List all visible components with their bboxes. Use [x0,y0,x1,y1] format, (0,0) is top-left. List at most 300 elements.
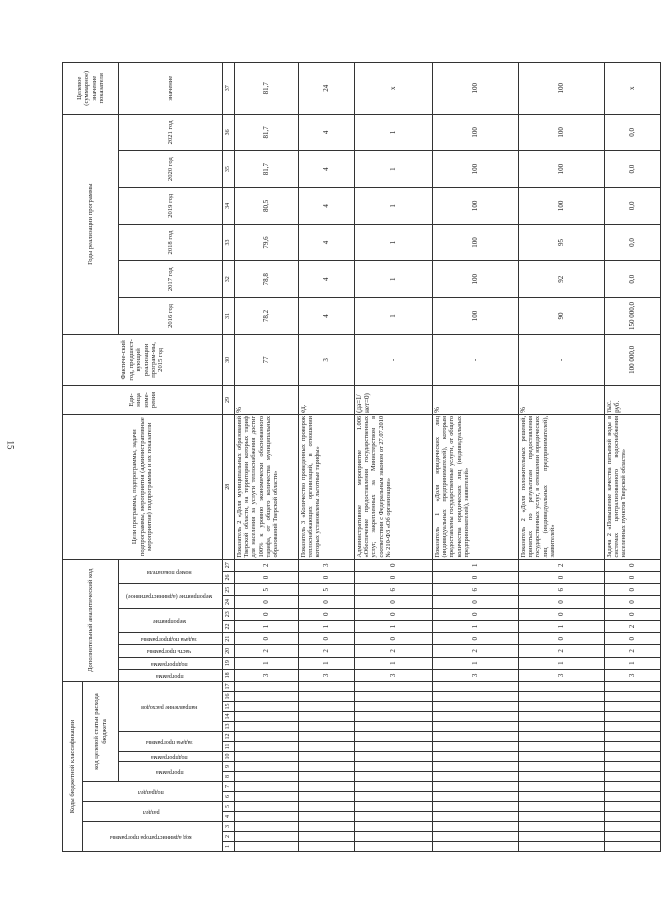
column-number: 21 [223,633,235,645]
header-analytic-code: Дополнительный аналитический код [63,559,119,681]
analytic-code-digit: 2 [299,645,355,657]
analytic-code-digit: 0 [355,559,433,571]
budget-code-cell [299,732,355,742]
column-number: 20 [223,645,235,657]
budget-code-cell [355,732,433,742]
row-fact-value: - [433,334,519,385]
header-year-2016: 2016 год [119,298,223,335]
budget-code-cell [519,732,605,742]
row-year-value: 1 [355,151,433,188]
analytic-code-digit: 2 [519,645,605,657]
column-number: 22 [223,620,235,632]
budget-code-cell [433,722,519,732]
analytic-code-digit: 3 [235,669,299,681]
budget-code-cell [355,842,433,852]
row-year-value: 0,0 [605,224,661,261]
header-section: раздел [83,802,223,822]
column-number: 9 [223,762,235,772]
analytic-code-digit: 2 [605,645,661,657]
budget-code-cell [299,772,355,782]
analytic-code-digit: 2 [235,559,299,571]
row-description: Административное мероприятие 1.006 «Обеспечение предоставления государственных услуг, закрепленных за Министерством в соответствии с Федеральным законом от 27.07.2010 № 210-ФЗ «Об организации» [355,414,433,559]
budget-code-cell [433,712,519,722]
budget-code-cell [235,702,299,712]
budget-code-cell [519,712,605,722]
analytic-code-digit: 3 [519,669,605,681]
row-fact-value: 3 [299,334,355,385]
budget-code-cell [605,722,661,732]
budget-code-cell [605,762,661,772]
column-number: 31 [223,298,235,335]
analytic-code-digit: 0 [299,596,355,608]
header-year-2020: 2020 год [119,151,223,188]
analytic-code-digit: 6 [355,584,433,596]
analytic-code-digit: 1 [299,657,355,669]
row-description: Задача 2 «Повышение качества питьевой воды в системах централизованного водоснабжения населенных пунктов Тверской области» [605,414,661,559]
program-table [62,62,661,852]
header-expense-direction: направление расходов [119,682,223,732]
analytic-code-digit: 0 [519,571,605,583]
table-row [605,63,661,852]
header-expense-code: код целевой статьи расхода бюджета [83,682,119,782]
row-year-value: 100 [433,261,519,298]
analytic-code-digit: 0 [605,633,661,645]
analytic-code-digit: 1 [299,620,355,632]
analytic-code-digit: 0 [355,608,433,620]
budget-code-cell [235,682,299,692]
row-year-value: 0,0 [605,187,661,224]
budget-code-cell [605,742,661,752]
row-year-value: 150 000,0 [605,298,661,335]
column-number: 15 [223,702,235,712]
analytic-code-digit: 1 [519,657,605,669]
budget-code-cell [519,832,605,842]
analytic-code-digit: 0 [355,596,433,608]
row-year-value: 4 [299,187,355,224]
analytic-code-digit: 1 [433,620,519,632]
row-year-value: 95 [519,224,605,261]
table-body [235,63,661,852]
analytic-code-digit: 1 [235,620,299,632]
analytic-code-digit: 2 [355,645,433,657]
row-unit: ед. [299,385,355,414]
row-year-value: 0,0 [605,261,661,298]
column-number: 24 [223,596,235,608]
row-year-value: 81,7 [235,151,299,188]
budget-code-cell [355,832,433,842]
row-year-value: 78,2 [235,298,299,335]
row-year-value: 81,7 [235,114,299,151]
column-number: 17 [223,682,235,692]
analytic-code-digit: 0 [605,584,661,596]
budget-code-cell [433,692,519,702]
budget-code-cell [235,822,299,832]
row-unit: % [235,385,299,414]
budget-code-cell [299,712,355,722]
budget-code-cell [605,682,661,692]
budget-code-cell [433,842,519,852]
analytic-code-digit: 0 [519,608,605,620]
analytic-code-digit: 0 [235,608,299,620]
analytic-code-digit: 2 [519,559,605,571]
row-year-value: 1 [355,298,433,335]
row-year-value: 4 [299,261,355,298]
header-budget-classification: Коды бюджетной классификации [63,682,83,852]
budget-code-cell [519,842,605,852]
budget-code-cell [433,742,519,752]
header-program: программа [119,762,223,782]
budget-code-cell [355,802,433,812]
analytic-code-digit: 0 [433,608,519,620]
analytic-code-digit: 1 [433,657,519,669]
analytic-code-digit: 0 [355,633,433,645]
budget-code-cell [299,682,355,692]
analytic-code-digit: 0 [235,571,299,583]
budget-code-cell [299,702,355,712]
analytic-code-digit: 0 [605,608,661,620]
budget-code-cell [235,712,299,722]
analytic-code-digit: 1 [355,657,433,669]
budget-code-cell [433,812,519,822]
rotated-table-container [62,62,636,852]
budget-code-cell [519,752,605,762]
analytic-code-digit: 2 [433,645,519,657]
budget-code-cell [433,792,519,802]
document-sheet [62,62,636,852]
budget-code-cell [433,752,519,762]
budget-code-cell [519,742,605,752]
row-year-value: 4 [299,114,355,151]
row-year-value: 100 [433,114,519,151]
column-number: 29 [223,385,235,414]
budget-code-cell [355,712,433,722]
budget-code-cell [355,742,433,752]
budget-code-cell [605,692,661,702]
header-year-2019: 2019 год [119,187,223,224]
budget-code-cell [299,722,355,732]
budget-code-cell [355,722,433,732]
column-number: 25 [223,584,235,596]
budget-code-cell [433,682,519,692]
analytic-code-digit: 0 [605,559,661,571]
budget-code-cell [519,682,605,692]
column-number: 8 [223,772,235,782]
budget-code-cell [519,692,605,702]
row-year-value: 0,0 [605,114,661,151]
budget-code-cell [235,692,299,702]
budget-code-cell [299,842,355,852]
row-year-value: 100 [519,151,605,188]
row-year-value: 1 [355,224,433,261]
row-unit: % [433,385,519,414]
header-subsection: подраздел [83,782,223,802]
analytic-code-digit: 0 [299,608,355,620]
budget-code-cell [299,742,355,752]
budget-code-cell [433,732,519,742]
budget-code-cell [299,792,355,802]
budget-code-cell [605,812,661,822]
column-number: 35 [223,151,235,188]
budget-code-cell [299,832,355,842]
header-years: Годы реализации программы [63,114,119,334]
row-description: Показатель 3 «Количество проведенных проверок теплоснабжающих организаций, в отношении которых установлены льготные тарифы» [299,414,355,559]
analytic-code-digit: 0 [605,571,661,583]
budget-code-cell [605,732,661,742]
header-ac-measure: мероприятие [119,608,223,632]
row-year-value: 0,0 [605,151,661,188]
row-year-value: 90 [519,298,605,335]
header-ac-program-part: часть программы [119,645,223,657]
analytic-code-digit: 6 [519,584,605,596]
budget-code-cell [519,702,605,712]
row-year-value: 100 [433,224,519,261]
header-year-2021: 2021 год [119,114,223,151]
header-ac-admin-measure: мероприятие (административное) [119,584,223,608]
table-row [355,63,433,852]
row-description: Показатель 1 «Доля юридических лиц (индивидуальных предпринимателей), которым предоставлены государственные услуги, от общего количества юридических лиц (индивидуальных предпринимателей), заявителей» [433,414,519,559]
budget-code-cell [235,762,299,772]
row-year-value: 100 [519,187,605,224]
budget-code-cell [355,812,433,822]
analytic-code-digit: 1 [355,620,433,632]
column-number: 1 [223,842,235,852]
budget-code-cell [433,822,519,832]
budget-code-cell [235,722,299,732]
analytic-code-digit: 2 [605,620,661,632]
table-row [299,63,355,852]
analytic-code-digit: 3 [605,669,661,681]
budget-code-cell [355,752,433,762]
row-unit: (да=1/ нет=0) [355,385,433,414]
row-description: Показатель 2 «Доля муниципальных образований Тверской области, на территории которых тариф для населения за услуги теплоснабжения достиг 100% к уровню экономически обоснованного тарифа, от общего количества муниципальных образований Тверской области» [235,414,299,559]
row-year-value: 4 [299,151,355,188]
header-unit: Еди-ница изме-рения [63,385,223,414]
analytic-code-digit: 1 [235,657,299,669]
column-number: 23 [223,608,235,620]
row-description: Показатель 2 «Доля положительных решений, принятых по результатам предоставления государственных услуг, в отношении юридических лиц (индивидуальных предпринимателей), заявителей» [519,414,605,559]
budget-code-cell [299,812,355,822]
header-year-2018: 2018 год [119,224,223,261]
budget-code-cell [355,702,433,712]
column-number: 27 [223,559,235,571]
budget-code-cell [355,822,433,832]
row-year-value: 100 [433,151,519,188]
header-target-value: значение [119,63,223,115]
row-unit: тыс. руб. [605,385,661,414]
budget-code-cell [235,742,299,752]
analytic-code-digit: 2 [235,645,299,657]
budget-code-cell [519,722,605,732]
row-year-value: 79,6 [235,224,299,261]
analytic-code-digit: 0 [299,633,355,645]
analytic-code-digit: 0 [235,596,299,608]
budget-code-cell [355,692,433,702]
budget-code-cell [433,702,519,712]
analytic-code-digit: 0 [519,633,605,645]
analytic-code-digit: 0 [433,596,519,608]
column-number: 7 [223,782,235,792]
row-year-value: 4 [299,224,355,261]
column-number: 37 [223,63,235,115]
header-ac-subprogram-task: задача подпрограммы [119,633,223,645]
header-ac-program: программа [119,669,223,681]
analytic-code-digit: 6 [433,584,519,596]
analytic-code-digit: 0 [605,596,661,608]
budget-code-cell [235,812,299,822]
column-number: 4 [223,812,235,822]
budget-code-cell [605,772,661,782]
analytic-code-digit: 3 [299,559,355,571]
budget-code-cell [433,802,519,812]
budget-code-cell [355,782,433,792]
column-number: 12 [223,732,235,742]
budget-code-cell [299,782,355,792]
row-year-value: 1 [355,187,433,224]
row-year-value: 100 [519,114,605,151]
header-admin-code: код администратора программы [83,822,223,852]
budget-code-cell [299,692,355,702]
column-number: 14 [223,712,235,722]
budget-code-cell [605,712,661,722]
row-year-value: 4 [299,298,355,335]
analytic-code-digit: 0 [355,571,433,583]
budget-code-cell [355,772,433,782]
budget-code-cell [433,832,519,842]
column-number: 3 [223,822,235,832]
analytic-code-digit: 1 [433,559,519,571]
analytic-code-digit: 3 [433,669,519,681]
analytic-code-digit: 5 [235,584,299,596]
column-number: 13 [223,722,235,732]
analytic-code-digit: 1 [519,620,605,632]
column-number: 28 [223,414,235,559]
row-fact-value: - [519,334,605,385]
table-row [433,63,519,852]
column-number: 11 [223,742,235,752]
row-year-value: 100 [433,187,519,224]
budget-code-cell [235,792,299,802]
budget-code-cell [299,752,355,762]
column-number: 5 [223,802,235,812]
column-number: 32 [223,261,235,298]
budget-code-cell [235,752,299,762]
budget-code-cell [605,822,661,832]
budget-code-cell [235,782,299,792]
column-number: 33 [223,224,235,261]
column-number-row [223,63,235,852]
page-number: 15 [5,440,16,450]
budget-code-cell [433,782,519,792]
budget-code-cell [433,762,519,772]
analytic-code-digit: 3 [355,669,433,681]
header-goals: Цели программы, подпрограммы, задачи подпрограммы, мероприятия (административные мероприятия) подпрограммы и их показатели [63,414,223,559]
budget-code-cell [605,752,661,762]
row-year-value: 78,8 [235,261,299,298]
analytic-code-digit: 3 [299,669,355,681]
row-year-value: 100 [433,298,519,335]
budget-code-cell [605,782,661,792]
row-year-value: 92 [519,261,605,298]
column-number: 6 [223,792,235,802]
budget-code-cell [519,782,605,792]
table-row [235,63,299,852]
budget-code-cell [355,762,433,772]
column-number: 26 [223,571,235,583]
analytic-code-digit: 0 [433,633,519,645]
header-subprogram: подпрограмма [119,752,223,762]
analytic-code-digit: 0 [519,596,605,608]
row-target-value: x [355,63,433,115]
budget-code-cell [235,772,299,782]
header-ac-subprogram: подпрограмма [119,657,223,669]
budget-code-cell [235,842,299,852]
analytic-code-digit: 0 [299,571,355,583]
budget-code-cell [355,682,433,692]
budget-code-cell [235,732,299,742]
column-number: 16 [223,692,235,702]
header-year-2017: 2017 год [119,261,223,298]
row-fact-value: 77 [235,334,299,385]
budget-code-cell [299,762,355,772]
budget-code-cell [605,842,661,852]
budget-code-cell [299,802,355,812]
analytic-code-digit: 0 [235,633,299,645]
budget-code-cell [235,832,299,842]
table-row [519,63,605,852]
column-number: 36 [223,114,235,151]
analytic-code-digit: 5 [299,584,355,596]
row-target-value: 100 [433,63,519,115]
row-target-value: 24 [299,63,355,115]
budget-code-cell [519,802,605,812]
budget-code-cell [605,802,661,812]
budget-code-cell [519,812,605,822]
row-year-value: 80,5 [235,187,299,224]
analytic-code-digit: 1 [605,657,661,669]
row-target-value: 81,7 [235,63,299,115]
column-number: 2 [223,832,235,842]
header-fact-2015: Фактиче-ский год, предшест-вующий реализации програм-мы, 2015 год [63,334,223,385]
header-target: Целевое (суммарное) значение показателя [63,63,119,115]
budget-code-cell [433,772,519,782]
budget-code-cell [355,792,433,802]
column-number: 34 [223,187,235,224]
header-ac-indicator-number: номер показателя [119,559,223,584]
row-target-value: 100 [519,63,605,115]
row-unit: % [519,385,605,414]
row-fact-value: 100 000,0 [605,334,661,385]
budget-code-cell [519,762,605,772]
row-fact-value: - [355,334,433,385]
row-year-value: 1 [355,114,433,151]
budget-code-cell [235,802,299,812]
budget-code-cell [605,832,661,842]
budget-code-cell [605,792,661,802]
column-number: 19 [223,657,235,669]
analytic-code-digit: 0 [433,571,519,583]
column-number: 10 [223,752,235,762]
column-number: 30 [223,334,235,385]
budget-code-cell [299,822,355,832]
budget-code-cell [519,822,605,832]
budget-code-cell [519,772,605,782]
budget-code-cell [519,792,605,802]
budget-code-cell [605,702,661,712]
row-year-value: 1 [355,261,433,298]
column-number: 18 [223,669,235,681]
header-program-task: задача программы [119,732,223,752]
row-target-value: x [605,63,661,115]
